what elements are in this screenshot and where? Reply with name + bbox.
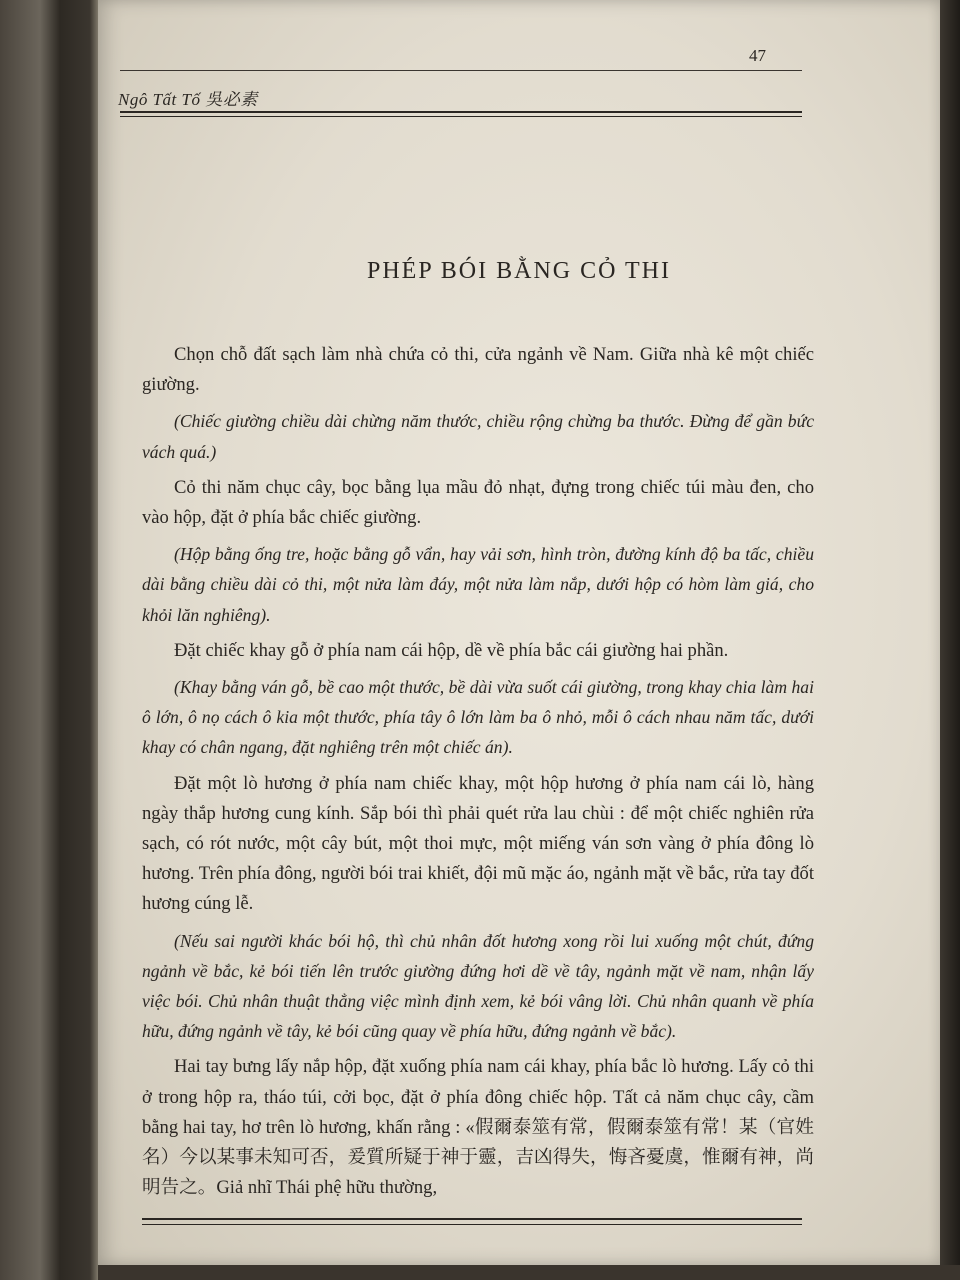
chapter-title: PHÉP BÓI BẰNG CỎ THI [366, 258, 672, 284]
header-rule-thick [120, 111, 802, 113]
paragraph: Đặt một lò hương ở phía nam chiếc khay, một hộp hương ở phía nam cái lò, hàng ngày thắp hương cung kính. Sắp bói thì phải quét rửa lau chùi : để một chiếc nghiên rửa sạch, có rót nước, một cây bút, một thoi mực, một miếng ván sơn vàng ở phía đông lò hương. Trên phía đông, người bói trai khiết, đội mũ mặc áo, ngảnh mặt về bắc, rửa tay đốt hương cúng lễ. [142, 772, 814, 915]
paragraph: Chọn chỗ đất sạch làm nhà chứa cỏ thi, cửa ngảnh về Nam. Giữa nhà kê một chiếc giường. [142, 344, 814, 396]
running-header-author: Ngô Tất Tố 吳必素 [118, 90, 258, 109]
page-bottom-shadow [98, 1265, 960, 1280]
page-number: 47 [749, 46, 766, 65]
paragraph: Đặt chiếc khay gỗ ở phía nam cái hộp, dề về phía bắc cái giường hai phần. [174, 639, 729, 661]
paragraph-note: (Nếu sai người khác bói hộ, thì chủ nhân đốt hương xong rồi lui xuống một chút, đứng ngảnh về bắc, kẻ bói tiến lên trước giường đứng hơi dề về tây, ngảnh mặt về nam, nhận lấy việc bói. Chủ nhân thuật thẳng việc mình định xem, kẻ bói vâng lời. Chủ nhân quanh về phía hữu, đứng ngảnh về tây, kẻ bói cũng quay về phía hữu, đứng ngảnh về bắc). [142, 930, 814, 1042]
body-text [142, 340, 814, 1209]
page-edge-shadow [940, 0, 960, 1280]
paragraph-note: (Khay bằng ván gỗ, bề cao một thước, bề dài vừa suốt cái giường, trong khay chia làm hai ô lớn, ô nọ cách ô kia một thước, phía tây ô lớn làm ba ô nhỏ, mỗi ô cách nhau năm tấc, dưới khay có chân ngang, đặt nghiêng trên một chiếc án). [142, 677, 814, 758]
book-page [98, 0, 940, 1265]
paragraph-note: (Chiếc giường chiều dài chừng năm thước, chiều rộng chừng ba thước. Đừng để gần bức vách quá.) [142, 411, 814, 462]
footer-rule-thin [142, 1224, 802, 1225]
paragraph: Hai tay bưng lấy nắp hộp, đặt xuống phía nam cái khay, phía bắc lò hương. Lấy cỏ thi ở trong hộp ra, tháo túi, cởi bọc, đặt ở phía đông chiếc hộp. Tất cả năm chục cây, cầm bằng hai tay, hơ trên lò hương, khấn rằng : «假爾泰筮有常，假爾泰筮有常！某（官姓名）今以某事未知可否，爰質所疑于神于靈，吉凶得失，悔吝憂虞，惟爾有神，尚明告之。Giả nhĩ Thái phệ hữu thường, [142, 1056, 814, 1199]
paragraph: Cỏ thi năm chục cây, bọc bằng lụa mầu đỏ nhạt, đựng trong chiếc túi màu đen, cho vào hộp, đặt ở phía bắc chiếc giường. [142, 476, 814, 529]
paragraph-note: (Hộp bằng ống tre, hoặc bằng gỗ vẩn, hay vải sơn, hình tròn, đường kính độ ba tấc, chiều dài bằng chiều dài cỏ thi, một nửa làm đáy, một nửa làm nắp, dưới hộp có hòm làm giá, cho khỏi lăn nghiêng). [142, 544, 814, 625]
header-rule-double [120, 116, 802, 117]
footer-rule-thick [142, 1218, 802, 1220]
header-rule-thin [120, 70, 802, 71]
